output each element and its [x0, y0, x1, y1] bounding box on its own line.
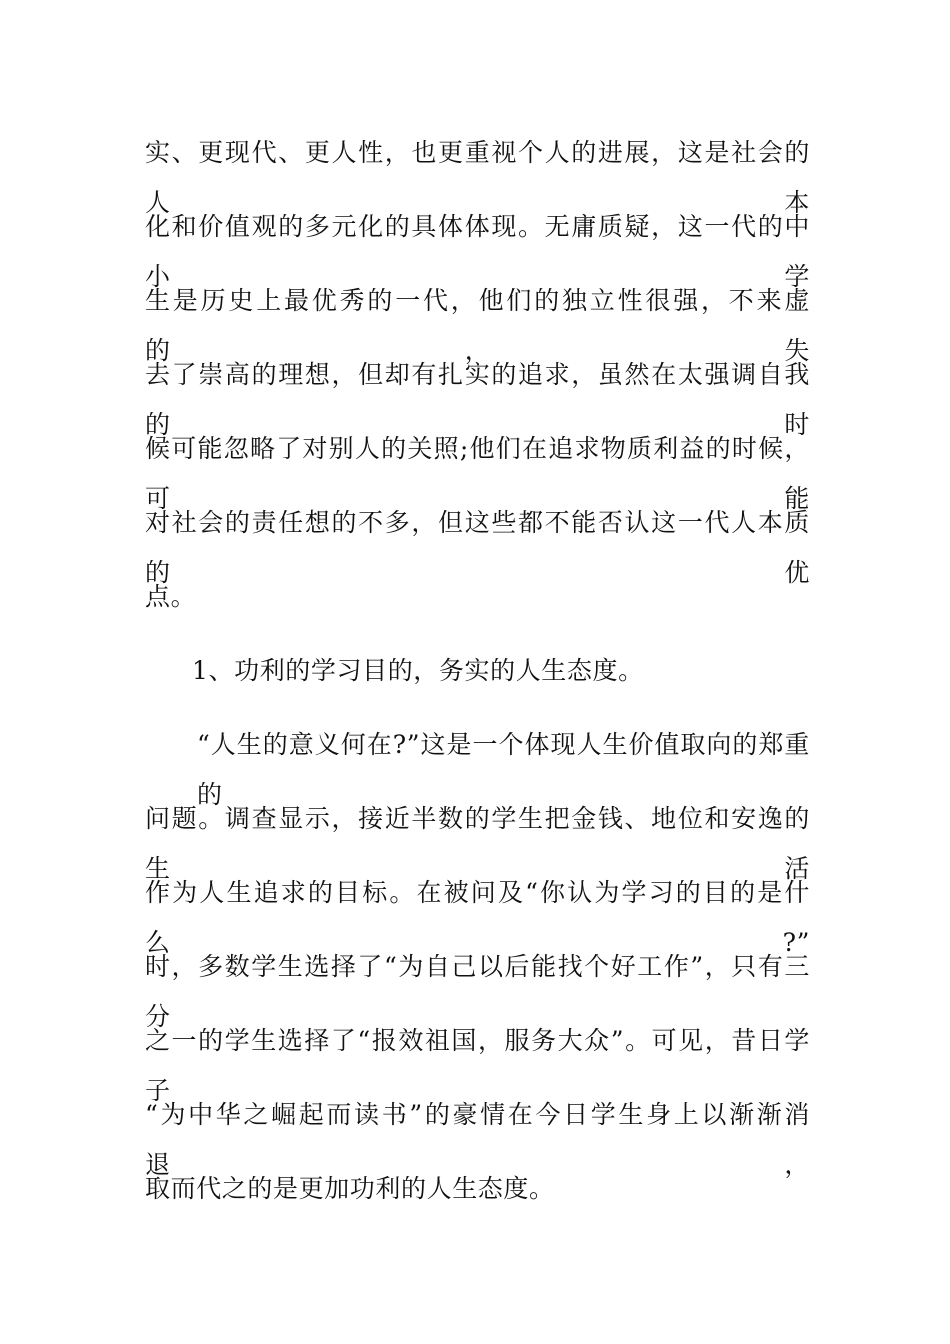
text-line: 时，多数学生选择了“为自己以后能找个好工作”，只有三分	[145, 952, 810, 1031]
text-line: 对社会的责任想的不多，但这些都不能否认这一代人本质的优	[145, 508, 810, 587]
section-heading: 1、功利的学习目的，务实的人生态度。	[192, 656, 644, 685]
text-line: 点。	[145, 582, 197, 611]
text-line: 实、更现代、更人性，也更重视个人的进展，这是社会的人本	[145, 138, 810, 217]
text-line: 候可能忽略了对别人的关照;他们在追求物质利益的时候，可能	[145, 434, 810, 513]
text-line: 之一的学生选择了“报效祖国，服务大众”。可见，昔日学子	[145, 1026, 810, 1105]
text-line: 取而代之的是更加功利的人生态度。	[145, 1174, 555, 1203]
document-body	[145, 128, 810, 1238]
text-line: 生是历史上最优秀的一代，他们的独立性很强，不来虚的，失	[145, 286, 810, 365]
text-line: “人生的意义何在?”这是一个体现人生价值取向的郑重的	[197, 730, 810, 809]
text-line: 去了崇高的理想，但却有扎实的追求，虽然在太强调自我的时	[145, 360, 810, 439]
text-line: 化和价值观的多元化的具体体现。无庸质疑，这一代的中小学	[145, 212, 810, 291]
text-line: 问题。调查显示，接近半数的学生把金钱、地位和安逸的生活	[145, 804, 810, 883]
text-line: “为中华之崛起而读书”的豪情在今日学生身上以渐渐消退，	[145, 1100, 810, 1179]
text-line: 作为人生追求的目标。在被问及“你认为学习的目的是什么?”	[145, 878, 810, 957]
